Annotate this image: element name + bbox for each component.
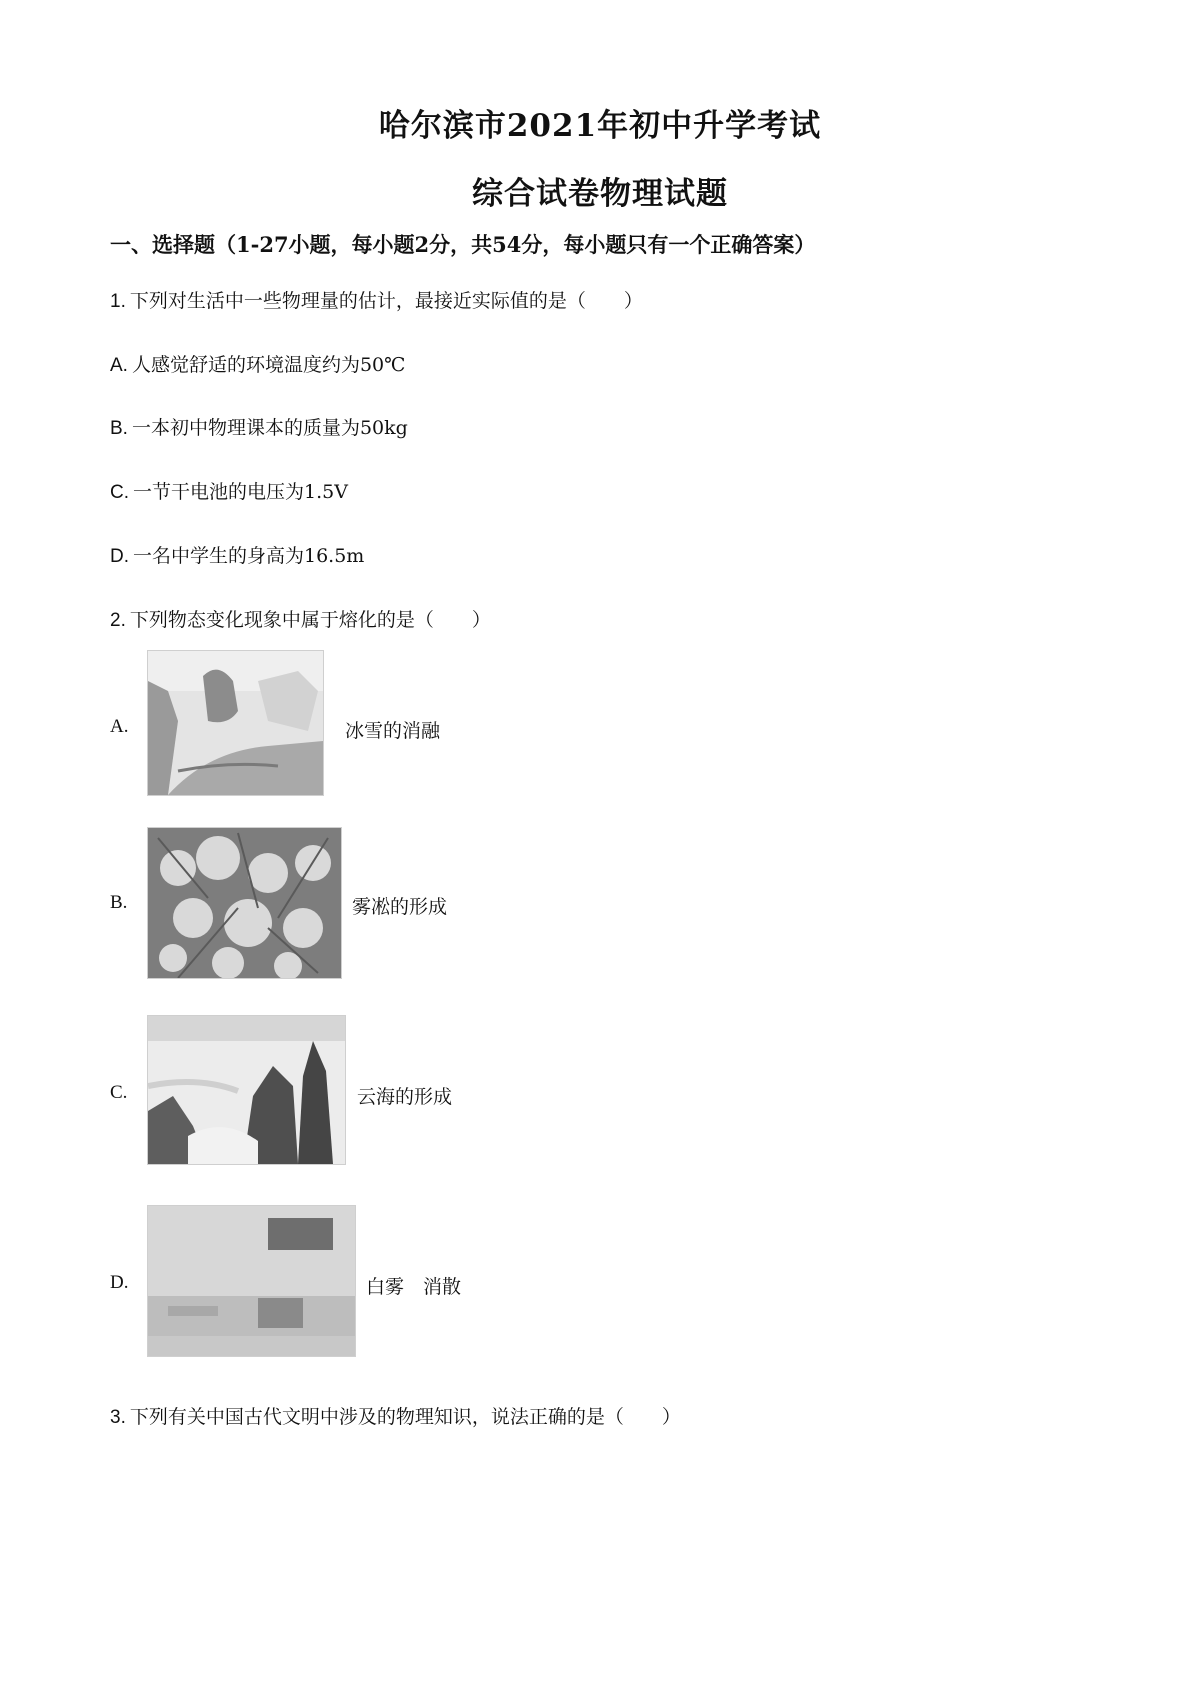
option-letter: C. — [110, 482, 129, 503]
q1-option-a — [110, 350, 405, 377]
question-3 — [110, 1402, 681, 1429]
q2-option-c-letter: C. — [110, 1082, 128, 1103]
option-text: 一名中学生的身高为16.5m — [133, 545, 365, 567]
q2-option-d-letter: D. — [110, 1272, 129, 1293]
option-letter: A. — [110, 355, 128, 376]
q2-option-d-text: 白雾 消散 — [366, 1276, 462, 1298]
q2-option-a-text: 冰雪的消融 — [345, 720, 441, 742]
q2-option-b-text: 雾凇的形成 — [352, 896, 448, 918]
fog-dissipating-photo — [147, 1205, 356, 1357]
q2-option-a-letter: A. — [110, 716, 129, 737]
option-text: 一本初中物理课本的质量为50kg — [131, 417, 408, 439]
option-text: 一节干电池的电压为1.5V — [133, 481, 348, 503]
option-letter: B. — [110, 418, 128, 439]
option-letter: D. — [110, 546, 129, 567]
question-stem: 下列物态变化现象中属于熔化的是（ ） — [129, 609, 491, 631]
question-stem: 下列对生活中一些物理量的估计，最接近实际值的是（ ） — [129, 290, 643, 312]
q1-option-c — [110, 477, 348, 504]
question-2 — [110, 605, 491, 632]
q2-option-c-text: 云海的形成 — [357, 1086, 453, 1108]
question-stem: 下列有关中国古代文明中涉及的物理知识，说法正确的是（ ） — [129, 1406, 681, 1428]
question-number: 3. — [110, 1407, 126, 1428]
sea-of-clouds-photo — [147, 1015, 346, 1165]
question-number: 2. — [110, 610, 126, 631]
exam-subtitle: 综合试卷物理试题 — [472, 176, 728, 212]
q2-option-b-letter: B. — [110, 892, 128, 913]
section-header: 一、选择题（1-27小题，每小题2分，共54分，每小题只有一个正确答案） — [110, 232, 816, 257]
question-number: 1. — [110, 291, 126, 312]
q1-option-d — [110, 541, 364, 568]
rime-frost-photo — [147, 827, 342, 979]
melting-snow-photo — [147, 650, 324, 796]
question-1 — [110, 286, 643, 313]
q1-option-b — [110, 413, 408, 440]
exam-title: 哈尔滨市2021年初中升学考试 — [378, 108, 822, 144]
option-text: 人感觉舒适的环境温度约为50℃ — [131, 354, 406, 376]
